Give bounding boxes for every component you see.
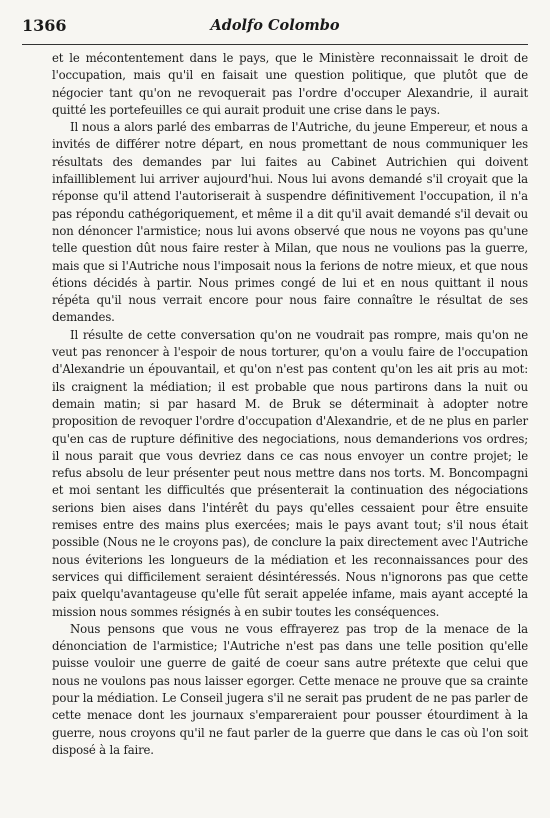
- paragraph-1: et le mécontentement dans le pays, que le Ministère reconnaissait le droit de l'occupation, mais qu'il en faisait une question politique, que plutôt que de négocier tant qu'on ne revoquerait pas l'ordre d'occuper Alexandrie, il aurait quitté les portefeuilles ce qui aurait produit une crise dans le pays.: [52, 51, 528, 117]
- page-number: 1366: [22, 16, 67, 35]
- header-rule: [22, 44, 528, 45]
- body-text: [52, 50, 528, 759]
- paragraph-3: Il résulte de cette conversation qu'on ne voudrait pas rompre, mais qu'on ne veut pas renoncer à l'espoir de nous torturer, qu'on a voulu faire de l'occupation d'Alexandrie un épouvantail, et qu'on n'est pas content qu'on les ait pris au mot: ils craignent la médiation; il est probable que nous partirons dans la nuit ou demain matin; si par hasard M. de Bruk se déterminait à adopter notre proposition de revoquer l'ordre d'occupation d'Alexandrie, et de ne plus en parler qu'en cas de rupture définitive des negociations, nous demanderions vos ordres; il nous parait que vous devriez dans ce cas nous envoyer un contre projet; le refus absolu de leur présenter peut nous mettre dans nos torts. M. Boncompagni et moi sentant les difficultés que présenterait la continuation des négociations serions bien aises dans l'intérêt du pays qu'elles cessaient pour être ensuite remises entre des mains plus exercées; mais le pays avant tout; s'il nous était possible (Nous ne le croyons pas), de conclure la paix directement avec l'Autriche nous éviterions les longueurs de la médiation et les reconnaissances pour des services qui difficilement seraient désintéressés. Nous n'ignorons pas que cette paix quelqu'avantageuse qu'elle fût serait appelée infame, mais ayant accepté la mission nous sommes résignés à en subir toutes les conséquences.: [52, 327, 528, 619]
- running-title: Adolfo Colombo: [210, 17, 340, 34]
- page-header: [22, 16, 528, 42]
- paragraph-2: Il nous a alors parlé des embarras de l'Autriche, du jeune Empereur, et nous a invités de différer notre départ, en nous promettant de nous communiquer les résultats des demandes par lui faites au Cabinet Autrichien qui doivent infailliblement lui arriver aujourd'hui. Nous lui avons demandé s'il croyait que la réponse qu'il attend l'autoriserait à suspendre définitivement l'occupation, il n'a pas répondu cathégoriquement, et même il a dit qu'il avait demandé s'il devait ou non dénoncer l'armistice; nous lui avons observé que nous ne voyons pas qu'une telle question dût nous faire rester à Milan, que nous ne voulions pas la guerre, mais que si l'Autriche nous l'imposait nous la ferions de notre mieux, et que nous étions décidés à partir. Nous primes congé de lui et en nous quittant il nous répéta qu'il nous verrait encore pour nous faire connaître le résultat de ses demandes.: [52, 120, 528, 325]
- paragraph-4: Nous pensons que vous ne vous effrayerez pas trop de la menace de la dénonciation de l'armistice; l'Autriche n'est pas dans une telle position qu'elle puisse vouloir une guerre de gaité de coeur sans autre prétexte que celui que nous ne voulons pas nous laisser egorger. Cette menace ne prouve que sa crainte pour la médiation. Le Conseil jugera s'il ne serait pas prudent de ne pas parler de cette menace dont les journaux s'empareraient pour pousser étourdiment à la guerre, nous croyons qu'il ne faut parler de la guerre que dans le cas où l'on soit disposé à la faire.: [52, 621, 528, 757]
